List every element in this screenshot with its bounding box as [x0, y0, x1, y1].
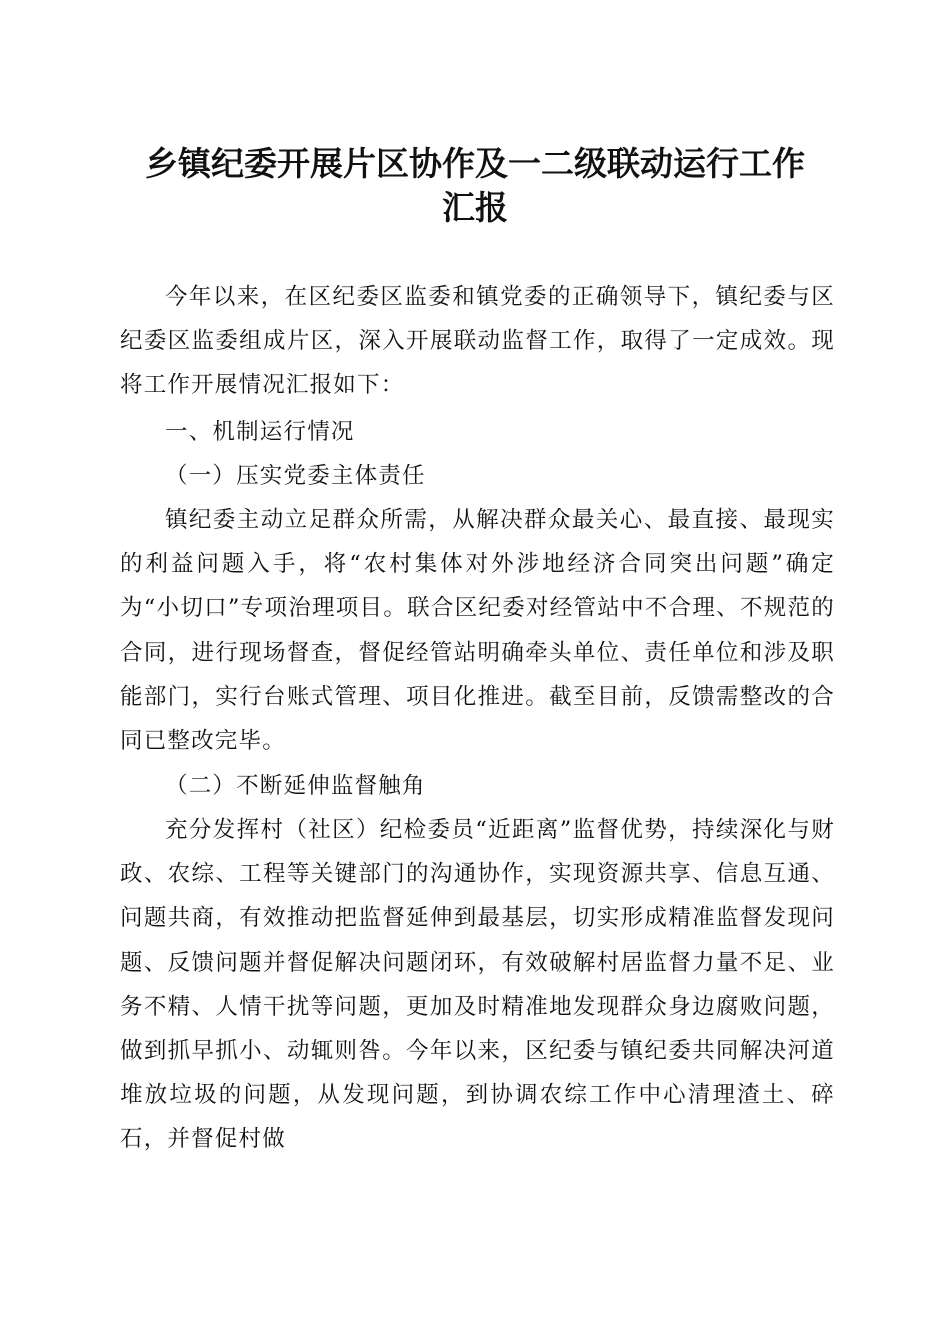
document-title-line1: 乡镇纪委开展片区协作及一二级联动运行工作: [145, 144, 805, 183]
subsection2-paragraph: 充分发挥村（社区）纪检委员“近距离”监督优势，持续深化与财政、农综、工程等关键部门的沟通协作，实现资源共享、信息互通、问题共商，有效推动把监督延伸到最基层，切实形成精准监督发现问题、反馈问题并督促解决问题闭环，有效破解村居监督力量不足、业务不精、人情干扰等问题，更加及时精准地发现群众身边腐败问题，做到抓早抓小、动辄则咎。今年以来，区纪委与镇纪委共同解决河道堆放垃圾的问题，从发现问题，到协调农综工作中心清理渣土、碎石，并督促村做: [120, 817, 835, 1153]
subsection1-heading: （一）压实党委主体责任: [165, 463, 426, 489]
document-title-line2: 汇报: [442, 188, 508, 227]
intro-paragraph: 今年以来，在区纪委区监委和镇党委的正确领导下，镇纪委与区纪委区监委组成片区，深入开展联动监督工作，取得了一定成效。现将工作开展情况汇报如下：: [120, 284, 835, 399]
section1-heading: 一、机制运行情况: [165, 419, 355, 445]
subsection2-heading: （二）不断延伸监督触角: [165, 773, 426, 799]
subsection1-paragraph: 镇纪委主动立足群众所需，从解决群众最关心、最直接、最现实的利益问题入手，将“农村集体对外涉地经济合同突出问题”确定为“小切口”专项治理项目。联合区纪委对经管站中不合理、不规范的合同，进行现场督查，督促经管站明确牵头单位、责任单位和涉及职能部门，实行台账式管理、项目化推进。截至目前，反馈需整改的合同已整改完毕。: [120, 507, 835, 755]
